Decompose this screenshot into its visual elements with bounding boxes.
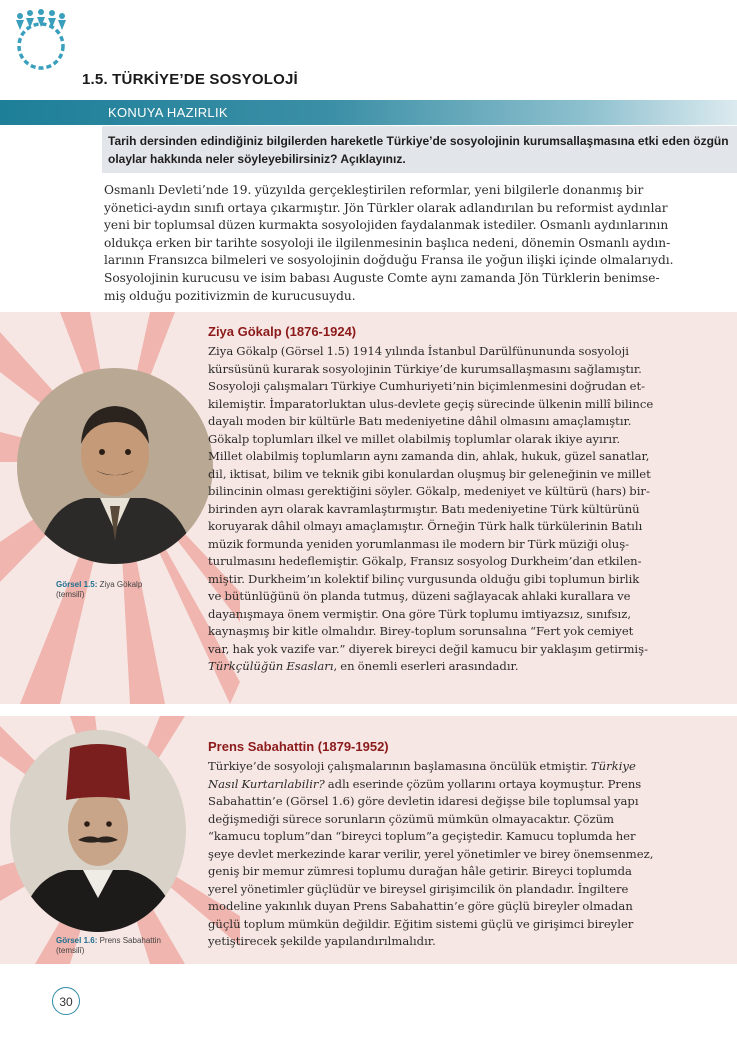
preparation-box xyxy=(102,126,737,173)
ziya-gokalp-caption: Görsel 1.5: Ziya Gökalp (temsilî) xyxy=(56,580,143,599)
ziya-gokalp-portrait xyxy=(15,366,215,566)
section-bar xyxy=(0,100,737,125)
intro-paragraph: Osmanlı Devleti’nde 19. yüzyılda gerçekleştirilen reformlar, yeni bilgilerle donanmış bir yönetici-aydın sınıfı ortaya çıkarmıştır. Jön Türkler olarak adlandırılan bu reformist aydınlar yeni bir toplumsal düzen kurmakta sosyolojiden faydalanmak istediler. Osmanlı aydınlarının oldukça erken bir tarihte sosyoloji ile ilgilenmesinin başlıca nedeni, dönemin Osmanlı aydın- larının Fransızca bilmeleri ve sosyolojinin doğduğu Fransa ile yoğun ilişki içinde olmalarıydı. Sosyolojinin kurucusu ve isim babası Auguste Comte aynı zamanda Jön Türklerin benimse- miş olduğu pozitivizmin de kurucusuydu. xyxy=(104,183,674,303)
people-circle-logo-icon xyxy=(8,6,74,76)
ziya-gokalp-name: Ziya Gökalp (1876-1924) xyxy=(208,324,357,339)
prens-sabahattin-caption: Görsel 1.6: Prens Sabahattin (temsilî) xyxy=(56,936,161,955)
prens-sabahattin-portrait xyxy=(8,728,188,934)
ziya-gokalp-text: Ziya Gökalp (Görsel 1.5) 1914 yılında İstanbul Darülfünununda sosyoloji kürsüsünü kurarak sosyolojinin Türkiye’de kurumsallaşmasını sağlamıştır. Sosyoloji çalışmaları Türkiye Cumhuriyeti’nin biçimlenmesini doğrudan et- kilemiştir. İmparatorluktan ulus-devlete geçiş sürecinde ülkenin millî bilince dayalı moden bir kültürle Batı medeniyetine dâhil olmasını amaçlamıştır. Gökalp toplumları ilkel ve millet olabilmiş toplumlar olarak ikiye ayırır. Millet olabilmiş toplumların aynı zamanda din, ahlak, hukuk, güzel sanatlar, dil, iktisat, bilim ve teknik gibi konulardan oluşmuş bir geleneğinin ve millet bilincinin olması gerektiğini söyler. Gökalp, medeniyet ve kültürü (hars) bir- birinden ayrı olarak kavramlaştırmıştır. Batı medeniyetine Türk kültürünü koruyarak dâhil olmayı amaçlamıştır. Örneğin Türk halk türkülerinin Batılı müzik formunda yeniden yorumlanması ile modern bir Türk müziği oluş- turulmasını hedeflemiştir. Gökalp, Fransız sosyolog Durkheim’dan etkilen- miştir. Durkheim’ın kolektif bilinç vurgusunda olduğu gibi toplumun birlik ve bütünlüğünü ön planda tutmuş, düzeni sağlayacak ahlaki kurallara ve dayanışmaya önem vermiştir. Ona göre Türk toplumu imtiyazsız, sınıfsız, kaynaşmış bir kitle olmalıdır. Birey-toplum sorunsalına “Fert yok cemiyet var, hak yok vazife var.” diyerek bireyci değil kamucu bir yaklaşım getirmiş- Türkçülüğün Esasları, en önemli eserleri arasındadır. xyxy=(208,344,654,673)
section-title: 1.5. TÜRKİYE’DE SOSYOLOJİ xyxy=(82,71,298,88)
bar-title: KONUYA HAZIRLIK xyxy=(108,105,228,120)
prens-sabahattin-name: Prens Sabahattin (1879-1952) xyxy=(208,739,389,754)
prens-sabahattin-text: Türkiye’de sosyoloji çalışmalarının başlamasına öncülük etmiştir. Türkiye Nasıl Kurtarılabilir? adlı eserinde çözüm yollarını ortaya koymuştur. Prens Sabahattin’e (Görsel 1.6) göre devletin idaresi değişse bile toplumsal yapı değişmediği sürece sorunların çözümü mümkün olmayacaktır. Çözüm “kamucu toplum”dan “bireyci toplum”a geçiştedir. Kamucu toplumda her şeye devlet merkezinde karar verilir, yerel yönetimler ve birey önemsenmez, geniş bir memur zümresi toplumu durağan hâle getirir. Bireyci toplumda yerel yönetimler güçlüdür ve bireysel girişimcilik ön plandadır. İngiltere modeline yakınlık duyan Prens Sabahattin’e göre güçlü bireyler olmadan güçlü toplum mümkün değildir. Eğitim sistemi güçlü ve girişimci bireyler yetiştirecek şekilde yapılandırılmalıdır. xyxy=(208,759,654,948)
page-number: 30 xyxy=(52,987,80,1015)
preparation-question: Tarih dersinden edindiğiniz bilgilerden hareketle Türkiye’de sosyolojinin kurumsallaşmasına etki eden özgün olaylar hakkında neler söyleyebilirsiniz? Açıklayınız. xyxy=(108,134,729,166)
